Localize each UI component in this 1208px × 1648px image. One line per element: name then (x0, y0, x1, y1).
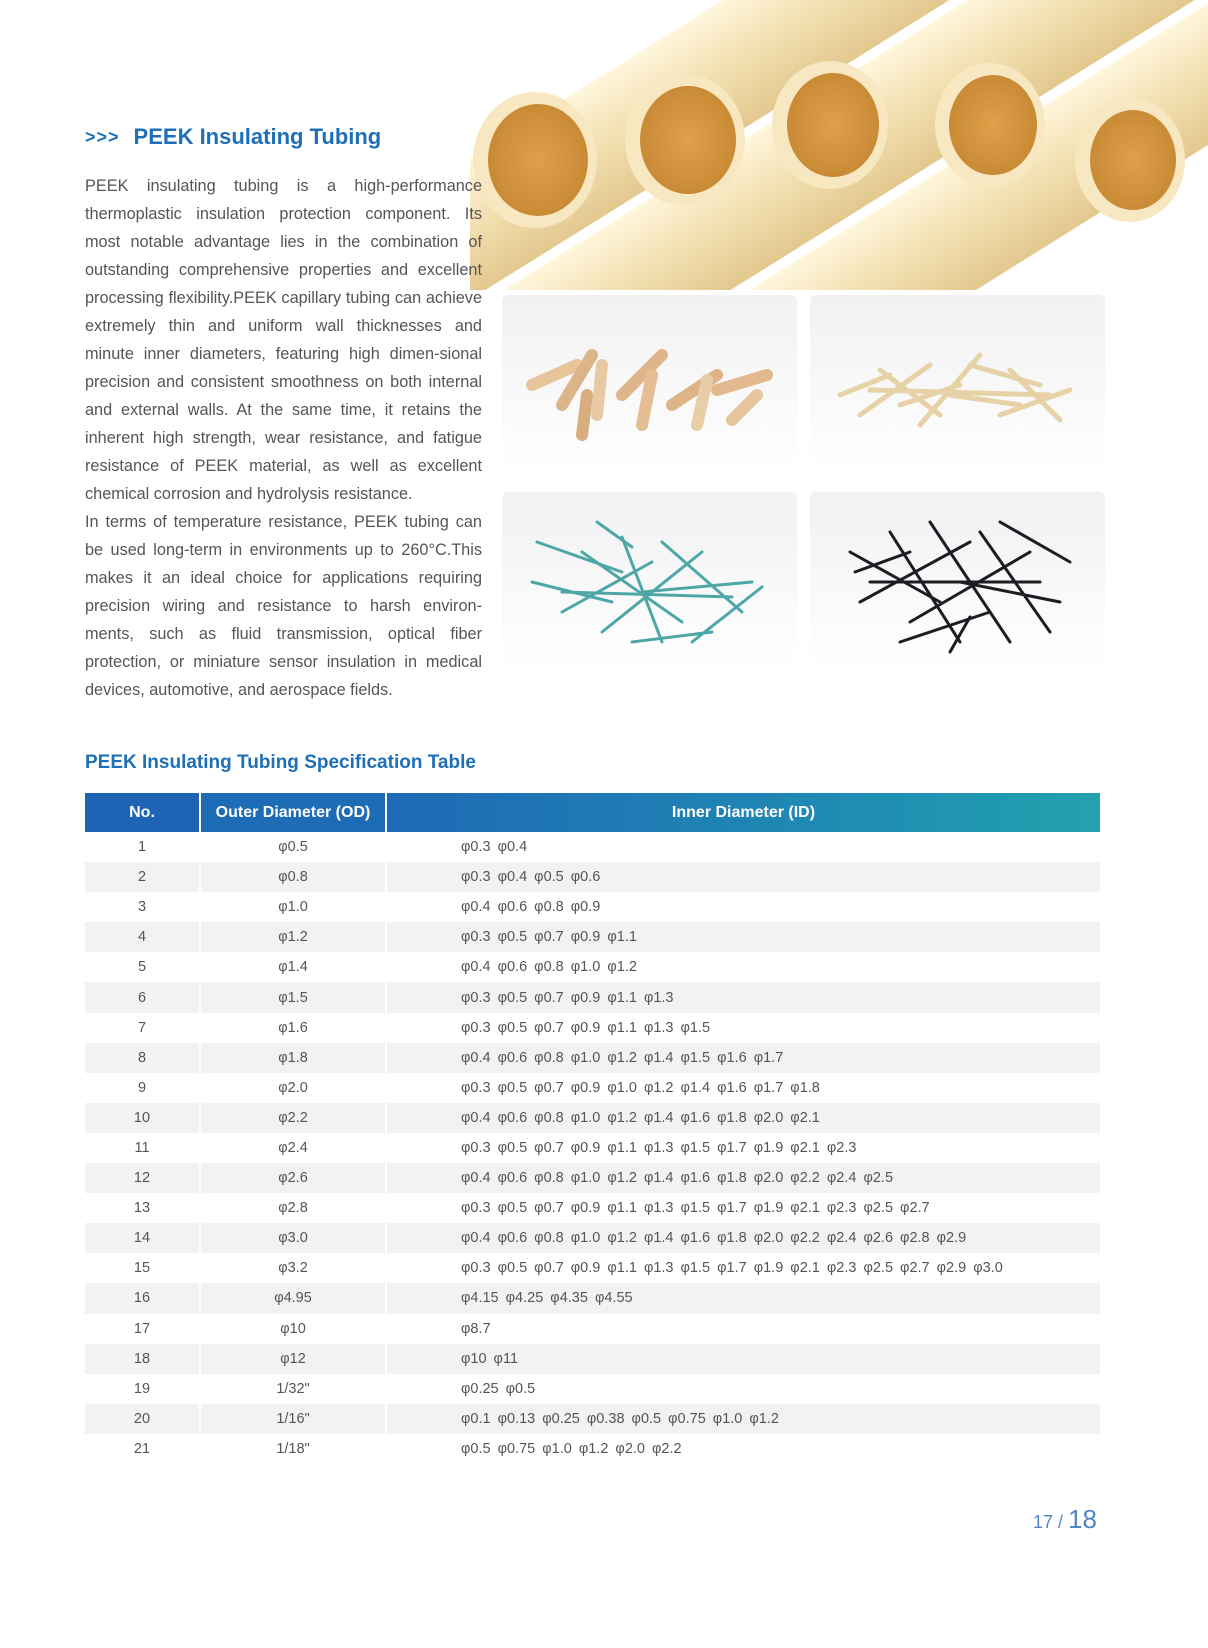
cell-od: φ4.95 (201, 1283, 387, 1313)
table-row (85, 832, 1100, 862)
table-row (85, 1314, 1100, 1344)
cell-id: φ0.4 φ0.6 φ0.8 φ1.0 φ1.2 φ1.4 φ1.6 φ1.8 φ2.0 φ2.1 (387, 1103, 1100, 1133)
cell-id: φ0.5 φ0.75 φ1.0 φ1.2 φ2.0 φ2.2 (387, 1434, 1100, 1464)
hero-tube-image (470, 0, 1208, 290)
cell-od: φ3.2 (201, 1253, 387, 1283)
table-row (85, 1193, 1100, 1223)
cell-od: φ0.8 (201, 862, 387, 892)
cell-id: φ0.3 φ0.5 φ0.7 φ0.9 φ1.1 φ1.3 φ1.5 φ1.7 φ1.9 φ2.1 φ2.3 φ2.5 φ2.7 (387, 1193, 1100, 1223)
cell-no: 15 (85, 1253, 201, 1283)
cell-no: 12 (85, 1163, 201, 1193)
table-row (85, 1374, 1100, 1404)
table-row (85, 1434, 1100, 1464)
cell-no: 9 (85, 1073, 201, 1103)
table-row (85, 1103, 1100, 1133)
header-inner-diameter: Inner Diameter (ID) (387, 793, 1100, 832)
cell-id: φ0.3 φ0.5 φ0.7 φ0.9 φ1.1 φ1.3 φ1.5 (387, 1013, 1100, 1043)
cell-id: φ0.3 φ0.5 φ0.7 φ0.9 φ1.1 φ1.3 φ1.5 φ1.7 φ1.9 φ2.1 φ2.3 φ2.5 φ2.7 φ2.9 φ3.0 (387, 1253, 1100, 1283)
section-title: PEEK Insulating Tubing (133, 124, 382, 149)
cell-od: φ0.5 (201, 832, 387, 862)
table-row (85, 1253, 1100, 1283)
cell-od: φ2.4 (201, 1133, 387, 1163)
page-current: 17 (1033, 1512, 1054, 1532)
cell-no: 14 (85, 1223, 201, 1253)
cell-id: φ0.3 φ0.5 φ0.7 φ0.9 φ1.0 φ1.2 φ1.4 φ1.6 φ1.7 φ1.8 (387, 1073, 1100, 1103)
cell-no: 11 (85, 1133, 201, 1163)
cell-od: φ1.2 (201, 922, 387, 952)
table-row (85, 922, 1100, 952)
cell-od: φ12 (201, 1344, 387, 1374)
cell-no: 5 (85, 952, 201, 982)
cell-id: φ4.15 φ4.25 φ4.35 φ4.55 (387, 1283, 1100, 1313)
intro-text (85, 172, 482, 704)
cell-od: φ1.5 (201, 982, 387, 1012)
cell-od: φ2.8 (201, 1193, 387, 1223)
cell-id: φ0.3 φ0.4 (387, 832, 1100, 862)
cell-id: φ0.25 φ0.5 (387, 1374, 1100, 1404)
cell-no: 7 (85, 1013, 201, 1043)
cell-no: 1 (85, 832, 201, 862)
table-row (85, 892, 1100, 922)
table-row (85, 1283, 1100, 1313)
cell-od: φ10 (201, 1314, 387, 1344)
table-row (85, 862, 1100, 892)
photo-black-capillary-pieces (810, 492, 1105, 670)
cell-id: φ0.3 φ0.5 φ0.7 φ0.9 φ1.1 (387, 922, 1100, 952)
intro-paragraph-1: PEEK insulating tubing is a high-performance thermoplastic insulation protection component. Its most notable advantage lies in the combination of outstanding comprehensive properties and excellent processing flexibility.PEEK capillary tubing can achieve extremely thin and uniform wall thicknesses and minute inner diameters, featuring high dimen-sional precision and consistent smoothness on both internal and external walls. At the same time, it retains the inherent high strength, wear resistance, and fatigue resistance of PEEK material, as well as excellent chemical corrosion and hydrolysis resistance. (85, 177, 482, 503)
table-row (85, 1043, 1100, 1073)
cell-od: 1/18" (201, 1434, 387, 1464)
table-header-row (85, 793, 1100, 832)
cell-id: φ0.4 φ0.6 φ0.8 φ1.0 φ1.2 φ1.4 φ1.6 φ1.8 φ2.0 φ2.2 φ2.4 φ2.5 (387, 1163, 1100, 1193)
cell-no: 21 (85, 1434, 201, 1464)
cell-no: 17 (85, 1314, 201, 1344)
cell-od: φ1.8 (201, 1043, 387, 1073)
cell-id: φ0.3 φ0.5 φ0.7 φ0.9 φ1.1 φ1.3 φ1.5 φ1.7 φ1.9 φ2.1 φ2.3 (387, 1133, 1100, 1163)
cell-no: 13 (85, 1193, 201, 1223)
intro-paragraph-2: In terms of temperature resistance, PEEK tubing can be used long-term in environments up to 260°C.This makes it an ideal choice for applications requiring precision wiring and resistance to harsh environ-ments, such as fluid transmission, optical fiber protection, or miniature sensor insulation in medical devices, automotive, and aerospace fields. (85, 513, 482, 699)
cell-od: 1/32" (201, 1374, 387, 1404)
photo-natural-tube-pieces (502, 295, 797, 473)
cell-no: 20 (85, 1404, 201, 1434)
cell-id: φ0.4 φ0.6 φ0.8 φ1.0 φ1.2 φ1.4 φ1.6 φ1.8 φ2.0 φ2.2 φ2.4 φ2.6 φ2.8 φ2.9 (387, 1223, 1100, 1253)
cell-no: 10 (85, 1103, 201, 1133)
cell-od: φ2.6 (201, 1163, 387, 1193)
cell-od: 1/16" (201, 1404, 387, 1434)
page-separator: / (1058, 1512, 1064, 1532)
header-no: No. (85, 793, 201, 832)
table-row (85, 1163, 1100, 1193)
cell-od: φ2.2 (201, 1103, 387, 1133)
cell-od: φ1.6 (201, 1013, 387, 1043)
section-heading (85, 124, 381, 150)
cell-od: φ3.0 (201, 1223, 387, 1253)
cell-id: φ0.4 φ0.6 φ0.8 φ1.0 φ1.2 (387, 952, 1100, 982)
page-number (1033, 1504, 1097, 1535)
cell-id: φ0.1 φ0.13 φ0.25 φ0.38 φ0.5 φ0.75 φ1.0 φ1.2 (387, 1404, 1100, 1434)
table-row (85, 1133, 1100, 1163)
cell-id: φ10 φ11 (387, 1344, 1100, 1374)
cell-no: 3 (85, 892, 201, 922)
table-row (85, 1073, 1100, 1103)
cell-id: φ0.3 φ0.4 φ0.5 φ0.6 (387, 862, 1100, 892)
cell-id: φ0.4 φ0.6 φ0.8 φ1.0 φ1.2 φ1.4 φ1.5 φ1.6 φ1.7 (387, 1043, 1100, 1073)
table-row (85, 1344, 1100, 1374)
spec-table (85, 793, 1100, 1464)
cell-no: 16 (85, 1283, 201, 1313)
table-row (85, 1404, 1100, 1434)
cell-no: 18 (85, 1344, 201, 1374)
cell-od: φ2.0 (201, 1073, 387, 1103)
table-title: PEEK Insulating Tubing Specification Table (85, 752, 476, 773)
photo-teal-capillary-pieces (502, 492, 797, 670)
cell-id: φ0.3 φ0.5 φ0.7 φ0.9 φ1.1 φ1.3 (387, 982, 1100, 1012)
cell-no: 6 (85, 982, 201, 1012)
cell-no: 19 (85, 1374, 201, 1404)
cell-no: 8 (85, 1043, 201, 1073)
table-row (85, 1013, 1100, 1043)
cell-no: 4 (85, 922, 201, 952)
table-row (85, 1223, 1100, 1253)
cell-od: φ1.0 (201, 892, 387, 922)
table-row (85, 982, 1100, 1012)
cell-id: φ0.4 φ0.6 φ0.8 φ0.9 (387, 892, 1100, 922)
table-row (85, 952, 1100, 982)
header-outer-diameter: Outer Diameter (OD) (201, 793, 387, 832)
cell-no: 2 (85, 862, 201, 892)
arrows-icon: >>> (85, 126, 120, 147)
photo-clear-capillary-pieces (810, 295, 1105, 473)
cell-od: φ1.4 (201, 952, 387, 982)
cell-id: φ8.7 (387, 1314, 1100, 1344)
page-total: 18 (1068, 1504, 1097, 1534)
